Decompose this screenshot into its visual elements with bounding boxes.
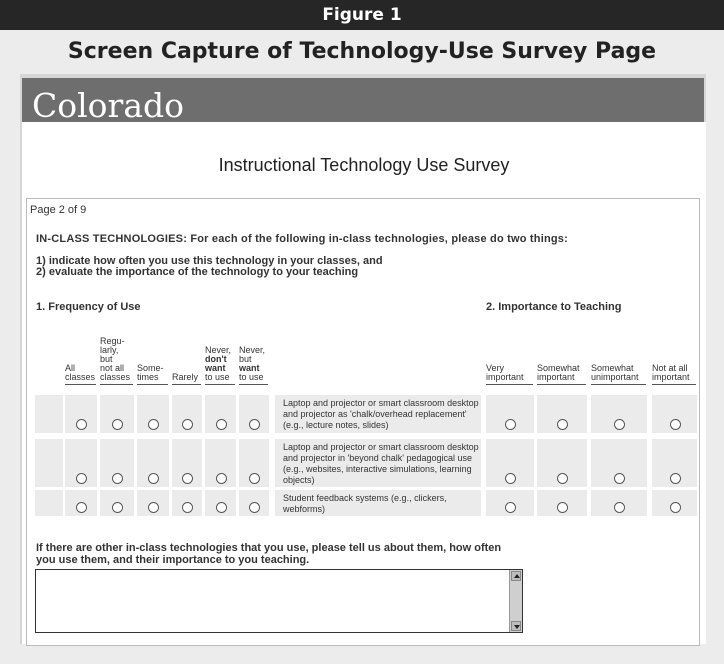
option-cell xyxy=(537,439,587,487)
frequency-radio-row2-col3[interactable] xyxy=(148,473,159,484)
option-cell xyxy=(137,395,169,433)
importance-column-header-2 xyxy=(537,364,586,385)
option-cell xyxy=(486,439,534,487)
scroll-down-icon[interactable] xyxy=(511,621,521,631)
survey-panel xyxy=(26,198,700,646)
frequency-radio-row1-col1[interactable] xyxy=(76,419,87,430)
technology-description: Student feedback systems (e.g., clickers, webforms) xyxy=(283,493,447,514)
option-cell xyxy=(172,490,202,516)
importance-radio-row1-col2[interactable] xyxy=(557,419,568,430)
importance-radio-row2-col4[interactable] xyxy=(670,473,681,484)
step-1: 1) indicate how often you use this technology in your classes, and xyxy=(36,255,383,267)
scroll-up-icon[interactable] xyxy=(511,571,521,581)
figure-label: Figure 1 xyxy=(0,0,724,30)
frequency-column-header-5 xyxy=(205,346,235,385)
option-cell xyxy=(172,395,202,433)
option-cell xyxy=(100,439,134,487)
option-cell xyxy=(100,395,134,433)
option-cell xyxy=(205,439,236,487)
survey-page xyxy=(22,122,706,644)
column-header-line: want xyxy=(205,363,226,373)
other-technologies-prompt: If there are other in-class technologies that you use, please tell us about them, how often you use them, and their importance to you teaching. xyxy=(36,542,502,566)
option-cell xyxy=(205,395,236,433)
column-header-line: Never, xyxy=(239,345,266,355)
frequency-radio-row1-col3[interactable] xyxy=(148,419,159,430)
column-header-line: want xyxy=(239,363,260,373)
page-indicator: Page 2 of 9 xyxy=(30,204,87,216)
frequency-radio-row3-col5[interactable] xyxy=(216,502,227,513)
column-header-line: unimportant xyxy=(591,372,639,382)
importance-radio-row3-col3[interactable] xyxy=(614,502,625,513)
technology-description-cell xyxy=(275,490,481,516)
row-gutter xyxy=(35,490,63,516)
row-gutter xyxy=(35,395,63,433)
frequency-radio-row1-col5[interactable] xyxy=(216,419,227,430)
textarea-scrollbar[interactable] xyxy=(509,570,522,632)
column-header-line: classes xyxy=(100,372,131,382)
option-cell xyxy=(537,490,587,516)
frequency-radio-row2-col2[interactable] xyxy=(112,473,123,484)
section-frequency: 1. Frequency of Use xyxy=(36,301,141,313)
frequency-radio-row1-col2[interactable] xyxy=(112,419,123,430)
importance-radio-row3-col4[interactable] xyxy=(670,502,681,513)
column-header-line: important xyxy=(537,372,575,382)
column-header-line: Some- xyxy=(137,363,164,373)
option-cell xyxy=(239,395,269,433)
technology-description: Laptop and projector or smart classroom desktop and projector in 'beyond chalk' pedagogical use (e.g., websites, interactive simulations, learning objects) xyxy=(283,442,479,485)
frequency-radio-row3-col3[interactable] xyxy=(148,502,159,513)
option-cell xyxy=(537,395,587,433)
option-cell xyxy=(205,490,236,516)
frequency-radio-row2-col6[interactable] xyxy=(249,473,260,484)
importance-column-header-1 xyxy=(486,364,533,385)
column-header-line: All xyxy=(65,363,76,373)
frequency-radio-row2-col4[interactable] xyxy=(182,473,193,484)
option-cell xyxy=(65,490,97,516)
option-cell xyxy=(486,490,534,516)
option-cell xyxy=(172,439,202,487)
option-cell xyxy=(65,439,97,487)
option-cell xyxy=(591,395,647,433)
option-cell xyxy=(652,490,697,516)
instructions: IN-CLASS TECHNOLOGIES: For each of the following in-class technologies, please do two things: xyxy=(36,233,568,245)
site-brand: Colorado xyxy=(32,86,184,122)
option-cell xyxy=(100,490,134,516)
step-2: 2) evaluate the importance of the technology to your teaching xyxy=(36,266,359,278)
importance-radio-row2-col2[interactable] xyxy=(557,473,568,484)
frequency-column-header-3 xyxy=(137,364,168,385)
frequency-radio-row3-col1[interactable] xyxy=(76,502,87,513)
column-header-line: don't xyxy=(205,354,227,364)
option-cell xyxy=(652,395,697,433)
importance-radio-row2-col3[interactable] xyxy=(614,473,625,484)
column-header-line: to use xyxy=(239,372,264,382)
option-cell xyxy=(65,395,97,433)
option-cell xyxy=(652,439,697,487)
column-header-line: important xyxy=(652,372,690,382)
importance-radio-row3-col1[interactable] xyxy=(505,502,516,513)
column-header-line: but xyxy=(239,354,252,364)
site-banner xyxy=(22,78,704,122)
frequency-column-header-4 xyxy=(172,373,201,385)
option-cell xyxy=(486,395,534,433)
column-header-line: important xyxy=(486,372,524,382)
importance-radio-row1-col1[interactable] xyxy=(505,419,516,430)
other-technologies-textarea[interactable] xyxy=(35,569,523,633)
option-cell xyxy=(591,490,647,516)
column-header-line: larly, xyxy=(100,345,119,355)
frequency-column-header-2 xyxy=(100,337,133,385)
importance-radio-row1-col4[interactable] xyxy=(670,419,681,430)
column-header-line: but xyxy=(100,354,113,364)
technology-description-cell xyxy=(275,439,481,487)
row-gutter xyxy=(35,439,63,487)
column-header-line: Never, xyxy=(205,345,232,355)
option-cell xyxy=(137,439,169,487)
importance-radio-row3-col2[interactable] xyxy=(557,502,568,513)
column-header-line: times xyxy=(137,372,159,382)
option-cell xyxy=(591,439,647,487)
frequency-radio-row1-col4[interactable] xyxy=(182,419,193,430)
frequency-radio-row3-col6[interactable] xyxy=(249,502,260,513)
column-header-line: classes xyxy=(65,372,96,382)
section-importance: 2. Importance to Teaching xyxy=(486,301,622,313)
importance-radio-row2-col1[interactable] xyxy=(505,473,516,484)
frequency-column-header-1 xyxy=(65,364,96,385)
option-cell xyxy=(239,439,269,487)
frequency-radio-row2-col5[interactable] xyxy=(216,473,227,484)
column-header-line: Very xyxy=(486,363,505,373)
column-header-line: Somewhat xyxy=(591,363,634,373)
column-header-line: not all xyxy=(100,363,125,373)
instruction-steps xyxy=(36,256,383,278)
figure-caption: Screen Capture of Technology-Use Survey Page xyxy=(67,39,657,64)
option-cell xyxy=(239,490,269,516)
frequency-radio-row3-col2[interactable] xyxy=(112,502,123,513)
technology-description-cell xyxy=(275,395,481,433)
frequency-radio-row3-col4[interactable] xyxy=(182,502,193,513)
column-header-line: Not at all xyxy=(652,363,688,373)
option-cell xyxy=(137,490,169,516)
frequency-column-header-6 xyxy=(239,346,268,385)
technology-description: Laptop and projector or smart classroom desktop and projector as 'chalk/overhead replacement' (e.g., lecture notes, slides) xyxy=(283,398,479,430)
column-header-line: Somewhat xyxy=(537,363,580,373)
importance-column-header-3 xyxy=(591,364,646,385)
column-header-line: to use xyxy=(205,372,230,382)
column-header-line: Regu- xyxy=(100,336,125,346)
frequency-radio-row2-col1[interactable] xyxy=(76,473,87,484)
column-header-line: Rarely xyxy=(172,372,199,382)
survey-title: Instructional Technology Use Survey xyxy=(218,155,510,175)
frequency-radio-row1-col6[interactable] xyxy=(249,419,260,430)
importance-column-header-4 xyxy=(652,364,696,385)
importance-radio-row1-col3[interactable] xyxy=(614,419,625,430)
